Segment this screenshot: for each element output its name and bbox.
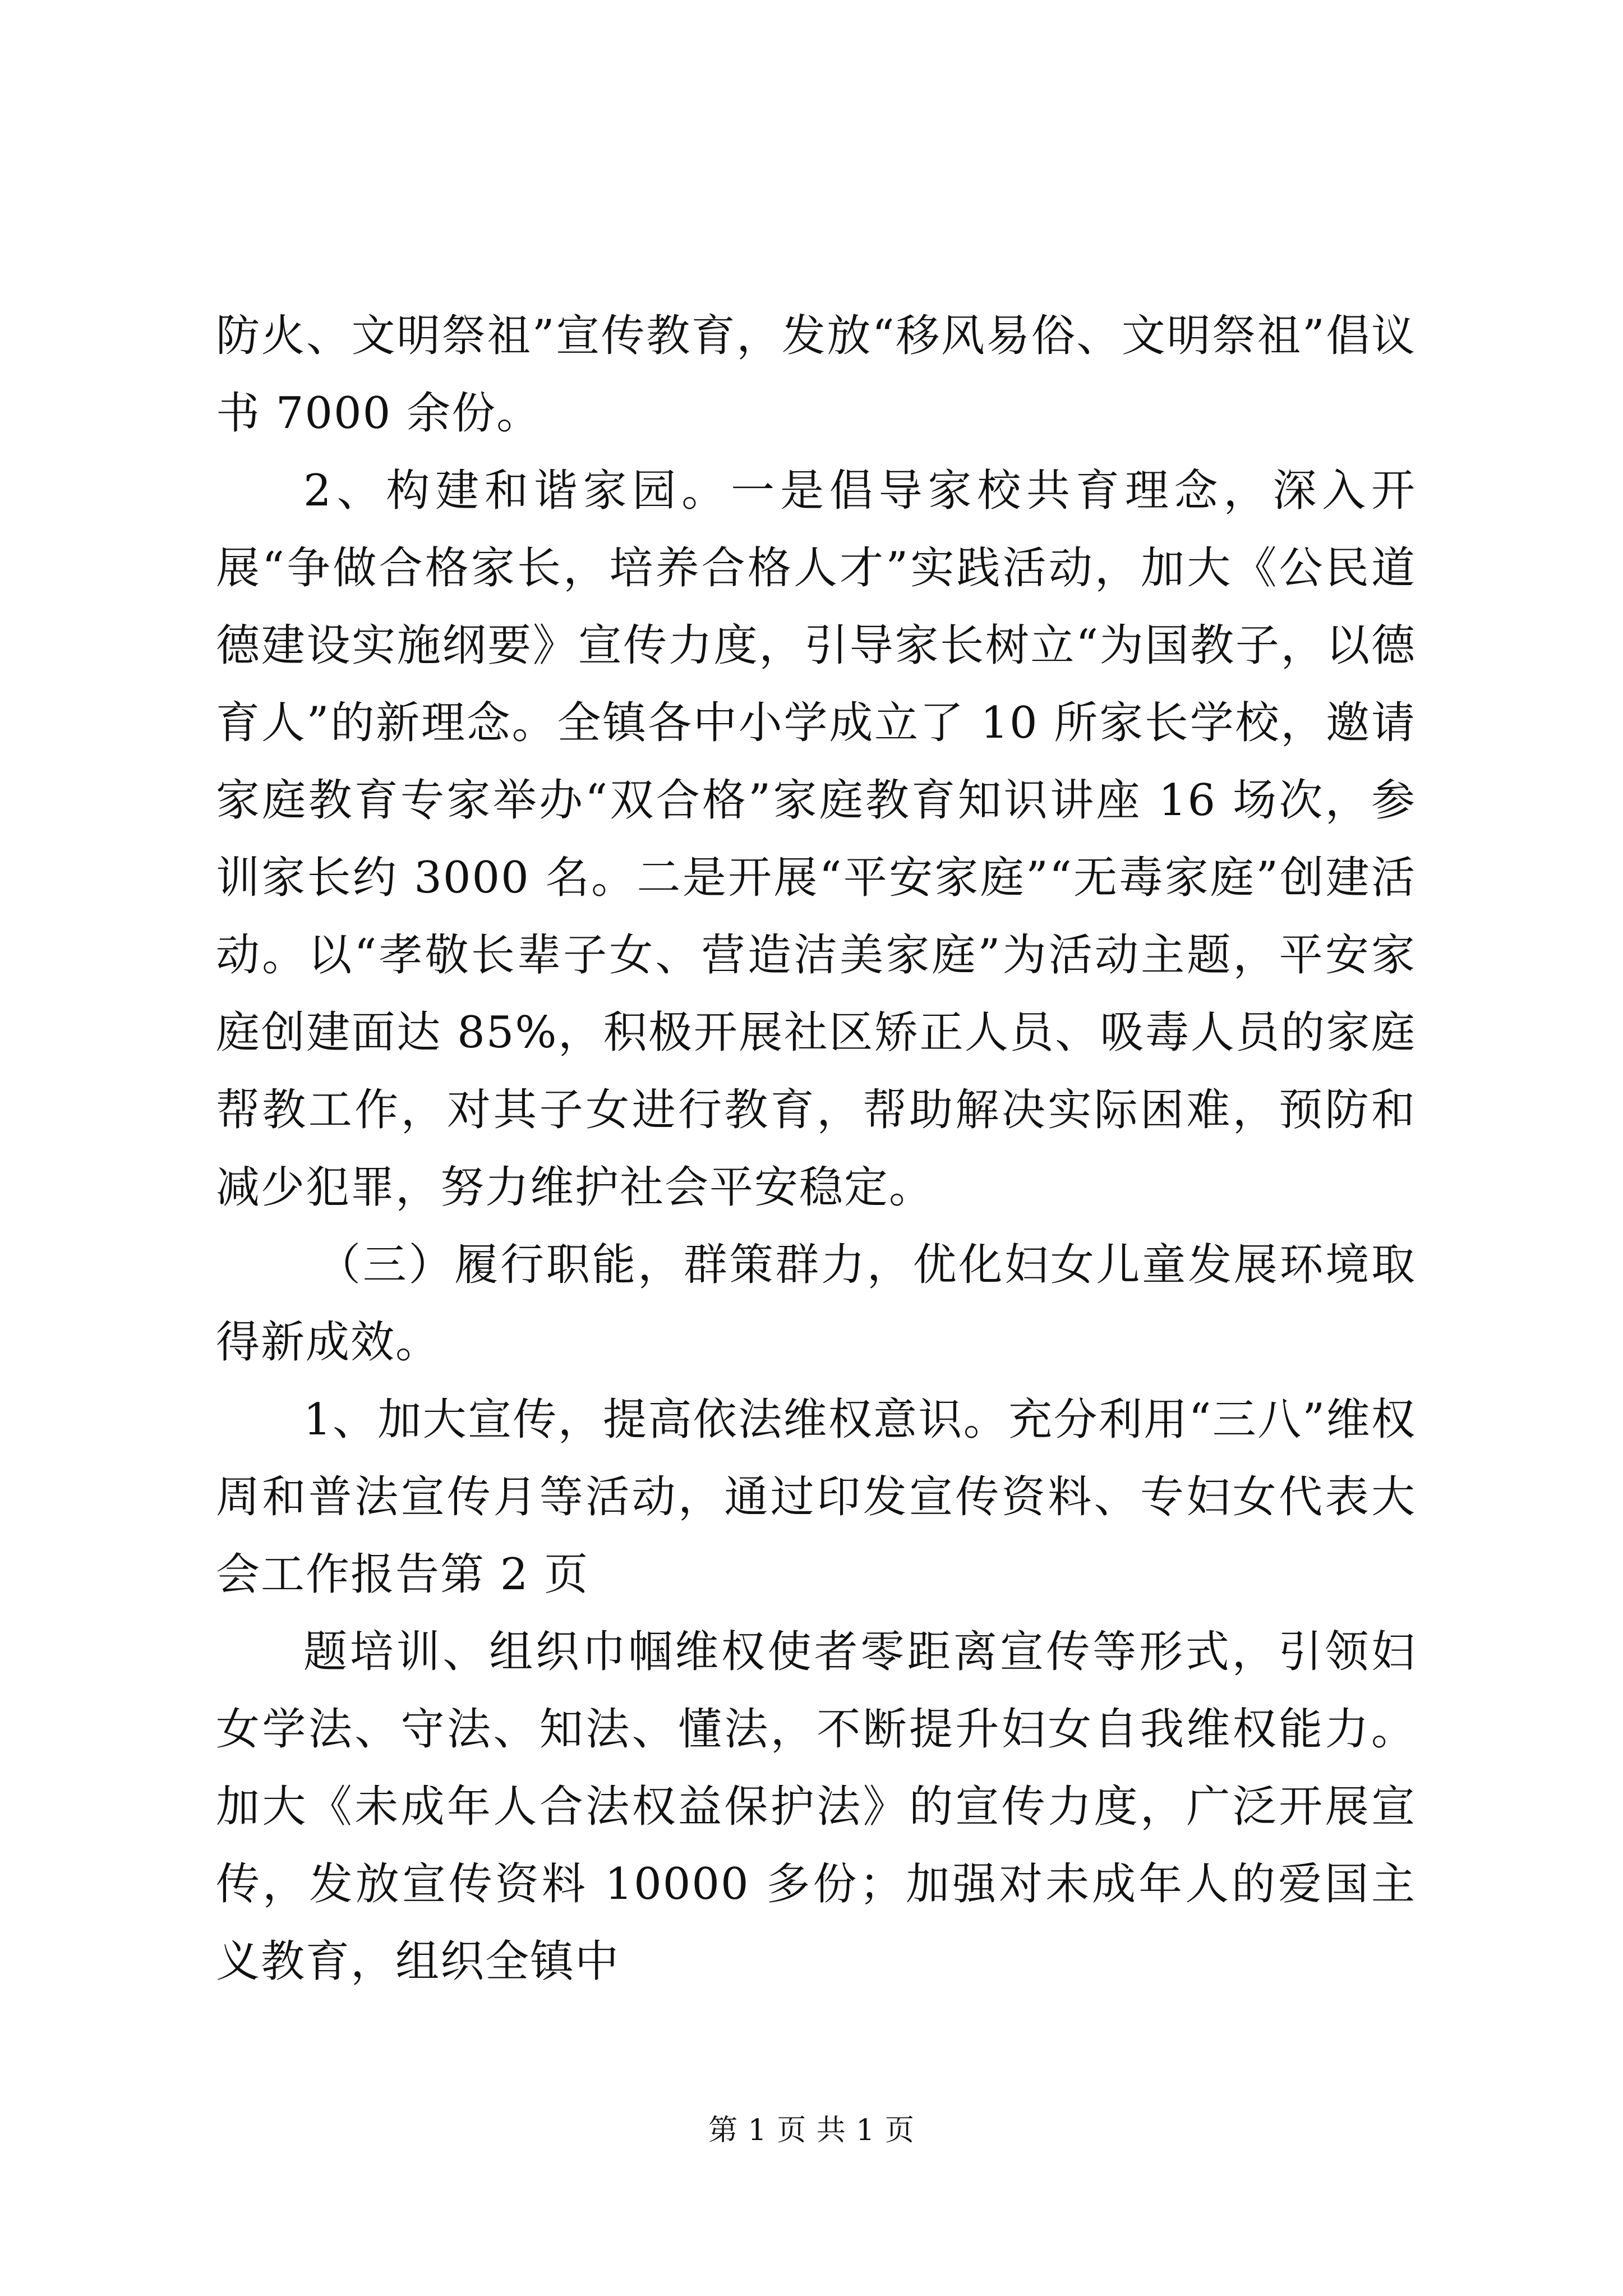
paragraph-2: 2、构建和谐家园。一是倡导家校共育理念，深入开展“争做合格家长，培养合格人才”实践活动，加大《公民道德建设实施纲要》宣传力度，引导家长树立“为国教子，以德育人”的新理念。全镇各中小学成立了 10 所家长学校，邀请家庭教育专家举办“双合格”家庭教育知识讲座 16 场次，参训家长约 3000 名。二是开展“平安家庭”“无毒家庭”创建活动。以“孝敬长辈子女、营造洁美家庭”为活动主题，平安家庭创建面达 85%，积极开展社区矫正人员、吸毒人员的家庭帮教工作，对其子女进行教育，帮助解决实际困难，预防和减少犯罪，努力维护社会平安稳定。 [216, 466, 1416, 1213]
section-heading-3: （三）履行职能，群策群力，优化妇女儿童发展环境取得新成效。 [216, 1240, 1416, 1368]
page-footer: 第 1 页 共 1 页 [708, 2114, 915, 2147]
paragraph-5: 题培训、组织巾帼维权使者零距离宣传等形式，引领妇女学法、守法、知法、懂法，不断提升妇女自我维权能力。加大《未成年人合法权益保护法》的宣传力度，广泛开展宣传，发放宣传资料 10000 多份；加强对未成年人的爱国主义教育，组织全镇中 [216, 1627, 1416, 1987]
document-body [216, 297, 1416, 2000]
paragraph-4: 1、加大宣传，提高依法维权意识。充分利用“三八”维权周和普法宣传月等活动，通过印发宣传资料、专妇女代表大会工作报告第 2 页 [216, 1395, 1416, 1600]
paragraph-1: 防火、文明祭祖”宣传教育，发放“移风易俗、文明祭祖”倡议书 7000 余份。 [216, 311, 1416, 439]
